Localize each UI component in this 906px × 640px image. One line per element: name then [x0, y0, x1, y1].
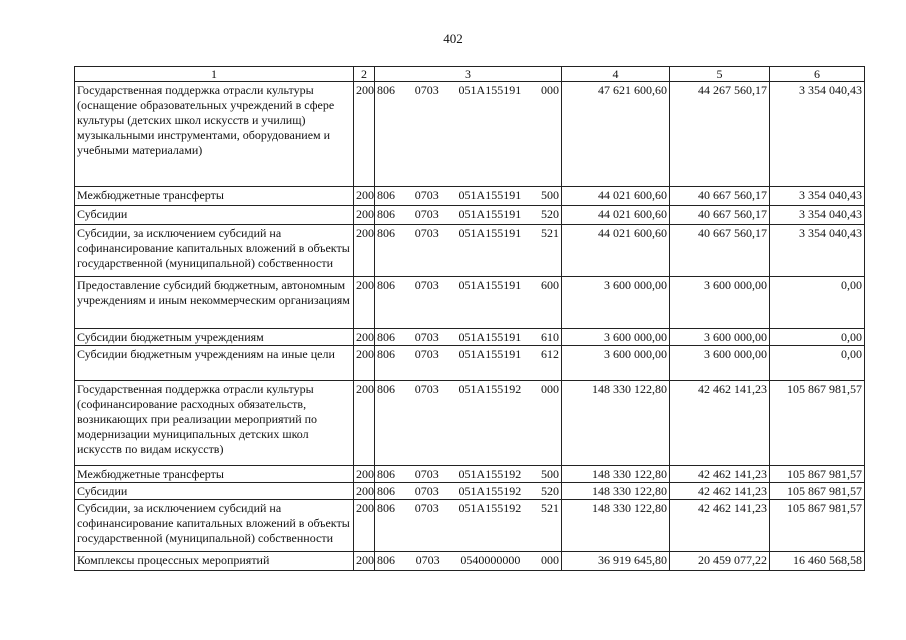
ministry-code: 806: [377, 330, 395, 344]
budget-table: [74, 66, 865, 571]
row-code: [375, 500, 562, 552]
section-code: 0703: [414, 467, 439, 481]
header-col-5: 5: [670, 67, 770, 82]
row-name: Субсидии, за исключением субсидий на софинансирование капитальных вложений в объекты государственной (муниципальной) собственности: [75, 500, 354, 552]
target-code: 051A155191: [458, 330, 522, 344]
target-code: 051A155191: [458, 347, 522, 361]
row-value-5: 44 267 560,17: [670, 82, 770, 187]
section-code: 0703: [414, 501, 439, 515]
row-value-4: 148 330 122,80: [562, 500, 670, 552]
row-value-5: 42 462 141,23: [670, 381, 770, 466]
row-name: Государственная поддержка отрасли культуры (софинансирование расходных обязательств, возникающих при реализации мероприятий по модернизации муниципальных детских школ искусств по видам искусств): [75, 381, 354, 466]
ministry-code: 806: [377, 347, 395, 361]
row-code: [375, 82, 562, 187]
expense-type-code: 520: [540, 484, 559, 498]
target-code: 051A155191: [458, 207, 522, 221]
header-col-2: 2: [354, 67, 375, 82]
row-value-6: 3 354 040,43: [770, 225, 865, 277]
row-value-6: 105 867 981,57: [770, 483, 865, 500]
row-name: Межбюджетные трансферты: [75, 187, 354, 206]
table-row: [75, 466, 865, 483]
section-code: 0703: [415, 553, 440, 567]
header-col-6: 6: [770, 67, 865, 82]
row-value-4: 47 621 600,60: [562, 82, 670, 187]
expense-type-code: 521: [540, 501, 559, 515]
row-value-5: 3 600 000,00: [670, 277, 770, 329]
row-code: [375, 552, 562, 571]
row-value-4: 44 021 600,60: [562, 187, 670, 206]
row-value-5: 42 462 141,23: [670, 466, 770, 483]
section-code: 0703: [414, 347, 439, 361]
section-code: 0703: [414, 207, 439, 221]
row-col-2: 200: [354, 82, 375, 187]
row-value-6: 3 354 040,43: [770, 82, 865, 187]
row-col-2: 200: [354, 381, 375, 466]
target-code: 051A155192: [458, 501, 522, 515]
row-name: Субсидии: [75, 483, 354, 500]
ministry-code: 806: [377, 278, 395, 292]
row-code: [375, 483, 562, 500]
row-col-2: 200: [354, 483, 375, 500]
row-value-5: 3 600 000,00: [670, 329, 770, 346]
expense-type-code: 000: [540, 553, 559, 567]
ministry-code: 806: [377, 188, 395, 202]
table-row: [75, 329, 865, 346]
ministry-code: 806: [377, 382, 395, 396]
table-row: [75, 552, 865, 571]
row-name: Межбюджетные трансферты: [75, 466, 354, 483]
row-value-5: 20 459 077,22: [670, 552, 770, 571]
section-code: 0703: [414, 278, 439, 292]
expense-type-code: 612: [540, 347, 559, 361]
ministry-code: 806: [377, 226, 395, 240]
table-header-row: [75, 67, 865, 82]
section-code: 0703: [414, 188, 439, 202]
row-code: [375, 187, 562, 206]
row-value-6: 0,00: [770, 346, 865, 381]
expense-type-code: 000: [540, 83, 559, 97]
row-value-4: 148 330 122,80: [562, 381, 670, 466]
row-value-5: 40 667 560,17: [670, 206, 770, 225]
table-row: [75, 483, 865, 500]
section-code: 0703: [414, 330, 439, 344]
row-col-2: 200: [354, 346, 375, 381]
ministry-code: 806: [377, 501, 395, 515]
row-value-5: 42 462 141,23: [670, 500, 770, 552]
row-col-2: 200: [354, 552, 375, 571]
row-name: Государственная поддержка отрасли культуры (оснащение образовательных учреждений в сфере культуры (детских школ искусств и училищ) музыкальными инструментами, оборудованием и учебными материалами): [75, 82, 354, 187]
row-value-6: 105 867 981,57: [770, 500, 865, 552]
ministry-code: 806: [377, 553, 395, 567]
row-value-4: 44 021 600,60: [562, 206, 670, 225]
row-value-6: 0,00: [770, 277, 865, 329]
expense-type-code: 520: [540, 207, 559, 221]
ministry-code: 806: [377, 207, 395, 221]
row-code: [375, 381, 562, 466]
expense-type-code: 500: [540, 188, 559, 202]
expense-type-code: 600: [540, 278, 559, 292]
page-number: 402: [443, 31, 463, 46]
row-value-4: 36 919 645,80: [562, 552, 670, 571]
section-code: 0703: [414, 484, 439, 498]
row-name: Предоставление субсидий бюджетным, автономным учреждениям и иным некоммерческим организациям: [75, 277, 354, 329]
row-col-2: 200: [354, 187, 375, 206]
ministry-code: 806: [377, 467, 395, 481]
section-code: 0703: [414, 382, 439, 396]
table-row: [75, 500, 865, 552]
row-code: [375, 206, 562, 225]
row-value-6: 105 867 981,57: [770, 381, 865, 466]
table-row: [75, 277, 865, 329]
row-value-4: 44 021 600,60: [562, 225, 670, 277]
row-value-6: 3 354 040,43: [770, 187, 865, 206]
table-row: [75, 82, 865, 187]
target-code: 051A155192: [458, 484, 522, 498]
row-name: Субсидии бюджетным учреждениям: [75, 329, 354, 346]
row-value-5: 3 600 000,00: [670, 346, 770, 381]
row-code: [375, 346, 562, 381]
expense-type-code: 000: [540, 382, 559, 396]
expense-type-code: 610: [540, 330, 559, 344]
table-row: [75, 206, 865, 225]
row-value-5: 42 462 141,23: [670, 483, 770, 500]
header-col-4: 4: [562, 67, 670, 82]
row-col-2: 200: [354, 329, 375, 346]
row-col-2: 200: [354, 206, 375, 225]
table-row: [75, 346, 865, 381]
expense-type-code: 500: [540, 467, 559, 481]
row-value-6: 16 460 568,58: [770, 552, 865, 571]
row-code: [375, 225, 562, 277]
row-code: [375, 329, 562, 346]
row-value-6: 3 354 040,43: [770, 206, 865, 225]
target-code: 051A155191: [458, 278, 522, 292]
expense-type-code: 521: [540, 226, 559, 240]
row-name: Субсидии, за исключением субсидий на софинансирование капитальных вложений в объекты государственной (муниципальной) собственности: [75, 225, 354, 277]
row-value-6: 105 867 981,57: [770, 466, 865, 483]
row-value-4: 3 600 000,00: [562, 277, 670, 329]
row-value-5: 40 667 560,17: [670, 187, 770, 206]
row-value-4: 148 330 122,80: [562, 466, 670, 483]
table-row: [75, 187, 865, 206]
target-code: 051A155192: [458, 382, 522, 396]
row-value-4: 3 600 000,00: [562, 346, 670, 381]
table-body: [75, 82, 865, 571]
table-row: [75, 225, 865, 277]
row-col-2: 200: [354, 500, 375, 552]
row-col-2: 200: [354, 466, 375, 483]
row-value-4: 3 600 000,00: [562, 329, 670, 346]
row-name: Комплексы процессных мероприятий: [75, 552, 354, 571]
header-col-1: 1: [75, 67, 354, 82]
row-col-2: 200: [354, 277, 375, 329]
section-code: 0703: [414, 226, 439, 240]
row-value-6: 0,00: [770, 329, 865, 346]
row-code: [375, 466, 562, 483]
row-name: Субсидии бюджетным учреждениям на иные цели: [75, 346, 354, 381]
section-code: 0703: [414, 83, 439, 97]
target-code: 051A155192: [458, 467, 522, 481]
row-code: [375, 277, 562, 329]
row-value-5: 40 667 560,17: [670, 225, 770, 277]
row-col-2: 200: [354, 225, 375, 277]
row-value-4: 148 330 122,80: [562, 483, 670, 500]
header-col-3: 3: [375, 67, 562, 82]
target-code: 051A155191: [458, 83, 522, 97]
target-code: 0540000000: [460, 553, 521, 567]
target-code: 051A155191: [458, 226, 522, 240]
target-code: 051A155191: [458, 188, 522, 202]
row-name: Субсидии: [75, 206, 354, 225]
ministry-code: 806: [377, 83, 395, 97]
ministry-code: 806: [377, 484, 395, 498]
table-row: [75, 381, 865, 466]
